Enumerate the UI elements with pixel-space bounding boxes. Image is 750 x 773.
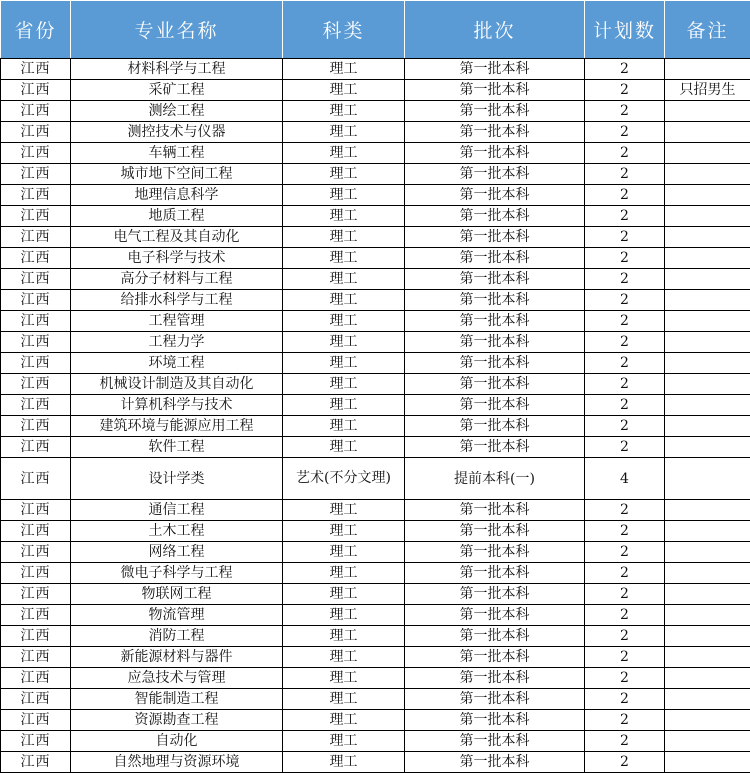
cell-note <box>665 290 750 311</box>
table-row <box>1 731 750 752</box>
cell-batch: 第一批本科 <box>405 500 585 521</box>
cell-plan: 2 <box>585 185 665 206</box>
cell-province: 江西 <box>1 227 71 248</box>
table-row <box>1 563 750 584</box>
cell-note <box>665 710 750 731</box>
cell-category: 理工 <box>283 416 405 437</box>
cell-note <box>665 668 750 689</box>
cell-note <box>665 374 750 395</box>
cell-province: 江西 <box>1 59 71 80</box>
cell-province: 江西 <box>1 626 71 647</box>
table-row <box>1 710 750 731</box>
cell-plan: 2 <box>585 605 665 626</box>
cell-batch: 第一批本科 <box>405 311 585 332</box>
cell-category: 理工 <box>283 143 405 164</box>
table-body <box>1 59 750 773</box>
cell-category: 理工 <box>283 668 405 689</box>
cell-plan: 2 <box>585 164 665 185</box>
cell-province: 江西 <box>1 437 71 458</box>
cell-batch: 第一批本科 <box>405 563 585 584</box>
cell-plan: 2 <box>585 710 665 731</box>
cell-batch: 第一批本科 <box>405 269 585 290</box>
header-note: 备注 <box>665 1 750 59</box>
table-row <box>1 689 750 710</box>
table-row <box>1 185 750 206</box>
cell-province: 江西 <box>1 416 71 437</box>
cell-plan: 2 <box>585 437 665 458</box>
cell-batch: 第一批本科 <box>405 143 585 164</box>
table-header-row <box>1 1 750 59</box>
cell-province: 江西 <box>1 185 71 206</box>
table-row <box>1 374 750 395</box>
table-row <box>1 311 750 332</box>
cell-major: 给排水科学与工程 <box>71 290 283 311</box>
cell-note <box>665 227 750 248</box>
table-row <box>1 353 750 374</box>
cell-batch: 第一批本科 <box>405 668 585 689</box>
cell-note <box>665 500 750 521</box>
cell-plan: 2 <box>585 500 665 521</box>
cell-province: 江西 <box>1 710 71 731</box>
cell-batch: 第一批本科 <box>405 437 585 458</box>
cell-batch: 第一批本科 <box>405 59 585 80</box>
table-row <box>1 122 750 143</box>
cell-batch: 第一批本科 <box>405 353 585 374</box>
cell-major: 设计学类 <box>71 458 283 500</box>
cell-province: 江西 <box>1 542 71 563</box>
cell-note <box>665 101 750 122</box>
cell-major: 采矿工程 <box>71 80 283 101</box>
cell-plan: 2 <box>585 332 665 353</box>
cell-batch: 第一批本科 <box>405 416 585 437</box>
table-row <box>1 626 750 647</box>
cell-category: 理工 <box>283 500 405 521</box>
cell-plan: 2 <box>585 521 665 542</box>
cell-batch: 第一批本科 <box>405 206 585 227</box>
cell-plan: 2 <box>585 101 665 122</box>
cell-batch: 第一批本科 <box>405 164 585 185</box>
cell-note <box>665 143 750 164</box>
cell-note <box>665 185 750 206</box>
cell-note <box>665 626 750 647</box>
header-category: 科类 <box>283 1 405 59</box>
table-row <box>1 500 750 521</box>
cell-major: 高分子材料与工程 <box>71 269 283 290</box>
table-row <box>1 437 750 458</box>
cell-plan: 2 <box>585 248 665 269</box>
cell-category: 理工 <box>283 374 405 395</box>
cell-major: 测控技术与仪器 <box>71 122 283 143</box>
cell-note <box>665 731 750 752</box>
cell-batch: 第一批本科 <box>405 290 585 311</box>
cell-category: 理工 <box>283 584 405 605</box>
cell-note <box>665 689 750 710</box>
cell-major: 通信工程 <box>71 500 283 521</box>
cell-province: 江西 <box>1 101 71 122</box>
cell-major: 新能源材料与器件 <box>71 647 283 668</box>
cell-category: 理工 <box>283 605 405 626</box>
cell-province: 江西 <box>1 164 71 185</box>
cell-major: 建筑环境与能源应用工程 <box>71 416 283 437</box>
cell-category: 理工 <box>283 59 405 80</box>
cell-plan: 2 <box>585 668 665 689</box>
cell-category: 理工 <box>283 185 405 206</box>
cell-major: 土木工程 <box>71 521 283 542</box>
table-row <box>1 206 750 227</box>
cell-major: 地理信息科学 <box>71 185 283 206</box>
cell-major: 城市地下空间工程 <box>71 164 283 185</box>
cell-note <box>665 353 750 374</box>
cell-batch: 第一批本科 <box>405 122 585 143</box>
table-row <box>1 290 750 311</box>
header-province: 省份 <box>1 1 71 59</box>
cell-major: 电子科学与技术 <box>71 248 283 269</box>
cell-plan: 2 <box>585 416 665 437</box>
table-row <box>1 521 750 542</box>
cell-plan: 2 <box>585 311 665 332</box>
cell-category: 理工 <box>283 752 405 773</box>
table-row <box>1 227 750 248</box>
cell-plan: 2 <box>585 227 665 248</box>
cell-note: 只招男生 <box>665 80 750 101</box>
cell-plan: 2 <box>585 143 665 164</box>
table-row <box>1 458 750 500</box>
cell-note <box>665 437 750 458</box>
cell-batch: 第一批本科 <box>405 752 585 773</box>
cell-major: 微电子科学与工程 <box>71 563 283 584</box>
cell-category: 理工 <box>283 227 405 248</box>
cell-province: 江西 <box>1 668 71 689</box>
cell-note <box>665 605 750 626</box>
cell-category: 理工 <box>283 164 405 185</box>
cell-plan: 2 <box>585 542 665 563</box>
cell-batch: 第一批本科 <box>405 521 585 542</box>
cell-batch: 第一批本科 <box>405 605 585 626</box>
cell-major: 工程管理 <box>71 311 283 332</box>
cell-major: 软件工程 <box>71 437 283 458</box>
cell-category: 理工 <box>283 437 405 458</box>
cell-major: 环境工程 <box>71 353 283 374</box>
cell-note <box>665 521 750 542</box>
cell-note <box>665 542 750 563</box>
cell-province: 江西 <box>1 752 71 773</box>
table-row <box>1 269 750 290</box>
cell-province: 江西 <box>1 584 71 605</box>
cell-major: 资源勘查工程 <box>71 710 283 731</box>
cell-major: 消防工程 <box>71 626 283 647</box>
table-row <box>1 752 750 773</box>
cell-note <box>665 458 750 500</box>
cell-major: 自然地理与资源环境 <box>71 752 283 773</box>
cell-province: 江西 <box>1 605 71 626</box>
table-row <box>1 584 750 605</box>
cell-major: 地质工程 <box>71 206 283 227</box>
cell-plan: 2 <box>585 395 665 416</box>
cell-note <box>665 416 750 437</box>
cell-category: 理工 <box>283 521 405 542</box>
cell-province: 江西 <box>1 458 71 500</box>
table-row <box>1 59 750 80</box>
cell-plan: 2 <box>585 269 665 290</box>
cell-plan: 2 <box>585 80 665 101</box>
cell-plan: 2 <box>585 353 665 374</box>
cell-batch: 提前本科(一) <box>405 458 585 500</box>
cell-note <box>665 563 750 584</box>
cell-plan: 2 <box>585 731 665 752</box>
cell-category: 理工 <box>283 626 405 647</box>
cell-province: 江西 <box>1 311 71 332</box>
cell-plan: 4 <box>585 458 665 500</box>
cell-note <box>665 752 750 773</box>
cell-major: 自动化 <box>71 731 283 752</box>
cell-category: 理工 <box>283 248 405 269</box>
cell-plan: 2 <box>585 689 665 710</box>
table-row <box>1 416 750 437</box>
cell-batch: 第一批本科 <box>405 332 585 353</box>
table-row <box>1 143 750 164</box>
cell-province: 江西 <box>1 206 71 227</box>
cell-category: 理工 <box>283 647 405 668</box>
table-row <box>1 80 750 101</box>
cell-province: 江西 <box>1 500 71 521</box>
cell-note <box>665 269 750 290</box>
cell-category: 理工 <box>283 710 405 731</box>
table-row <box>1 542 750 563</box>
cell-plan: 2 <box>585 752 665 773</box>
cell-major: 工程力学 <box>71 332 283 353</box>
cell-category: 理工 <box>283 563 405 584</box>
cell-batch: 第一批本科 <box>405 80 585 101</box>
cell-province: 江西 <box>1 647 71 668</box>
table-row <box>1 395 750 416</box>
cell-province: 江西 <box>1 563 71 584</box>
cell-category: 理工 <box>283 206 405 227</box>
cell-plan: 2 <box>585 59 665 80</box>
table-row <box>1 164 750 185</box>
cell-batch: 第一批本科 <box>405 227 585 248</box>
cell-province: 江西 <box>1 248 71 269</box>
cell-province: 江西 <box>1 689 71 710</box>
cell-plan: 2 <box>585 626 665 647</box>
cell-plan: 2 <box>585 122 665 143</box>
cell-batch: 第一批本科 <box>405 626 585 647</box>
cell-category: 理工 <box>283 395 405 416</box>
cell-province: 江西 <box>1 731 71 752</box>
cell-major: 物联网工程 <box>71 584 283 605</box>
cell-batch: 第一批本科 <box>405 248 585 269</box>
cell-note <box>665 59 750 80</box>
cell-category: 理工 <box>283 80 405 101</box>
cell-major: 电气工程及其自动化 <box>71 227 283 248</box>
cell-major: 车辆工程 <box>71 143 283 164</box>
cell-province: 江西 <box>1 521 71 542</box>
cell-batch: 第一批本科 <box>405 395 585 416</box>
cell-major: 智能制造工程 <box>71 689 283 710</box>
cell-batch: 第一批本科 <box>405 689 585 710</box>
cell-category: 艺术(不分文理) <box>283 458 405 500</box>
header-major: 专业名称 <box>71 1 283 59</box>
cell-province: 江西 <box>1 122 71 143</box>
cell-batch: 第一批本科 <box>405 584 585 605</box>
cell-note <box>665 206 750 227</box>
cell-batch: 第一批本科 <box>405 101 585 122</box>
cell-note <box>665 122 750 143</box>
cell-category: 理工 <box>283 311 405 332</box>
cell-note <box>665 647 750 668</box>
cell-plan: 2 <box>585 563 665 584</box>
cell-province: 江西 <box>1 80 71 101</box>
cell-province: 江西 <box>1 269 71 290</box>
cell-category: 理工 <box>283 689 405 710</box>
cell-province: 江西 <box>1 143 71 164</box>
cell-note <box>665 248 750 269</box>
cell-major: 物流管理 <box>71 605 283 626</box>
cell-province: 江西 <box>1 353 71 374</box>
cell-category: 理工 <box>283 353 405 374</box>
cell-category: 理工 <box>283 290 405 311</box>
cell-batch: 第一批本科 <box>405 374 585 395</box>
cell-province: 江西 <box>1 395 71 416</box>
table-row <box>1 248 750 269</box>
cell-note <box>665 332 750 353</box>
table-row <box>1 647 750 668</box>
header-batch: 批次 <box>405 1 585 59</box>
cell-province: 江西 <box>1 290 71 311</box>
cell-plan: 2 <box>585 647 665 668</box>
header-plan: 计划数 <box>585 1 665 59</box>
table-row <box>1 332 750 353</box>
cell-major: 网络工程 <box>71 542 283 563</box>
cell-batch: 第一批本科 <box>405 647 585 668</box>
cell-category: 理工 <box>283 269 405 290</box>
cell-note <box>665 395 750 416</box>
cell-note <box>665 311 750 332</box>
cell-batch: 第一批本科 <box>405 542 585 563</box>
table-row <box>1 605 750 626</box>
cell-batch: 第一批本科 <box>405 731 585 752</box>
cell-major: 应急技术与管理 <box>71 668 283 689</box>
cell-province: 江西 <box>1 332 71 353</box>
cell-major: 材料科学与工程 <box>71 59 283 80</box>
table-row <box>1 668 750 689</box>
cell-batch: 第一批本科 <box>405 710 585 731</box>
cell-note <box>665 584 750 605</box>
cell-category: 理工 <box>283 731 405 752</box>
cell-plan: 2 <box>585 290 665 311</box>
table-row <box>1 101 750 122</box>
cell-plan: 2 <box>585 584 665 605</box>
cell-major: 计算机科学与技术 <box>71 395 283 416</box>
cell-plan: 2 <box>585 374 665 395</box>
cell-category: 理工 <box>283 122 405 143</box>
cell-major: 测绘工程 <box>71 101 283 122</box>
cell-province: 江西 <box>1 374 71 395</box>
cell-note <box>665 164 750 185</box>
cell-batch: 第一批本科 <box>405 185 585 206</box>
cell-major: 机械设计制造及其自动化 <box>71 374 283 395</box>
cell-category: 理工 <box>283 542 405 563</box>
cell-plan: 2 <box>585 206 665 227</box>
cell-category: 理工 <box>283 101 405 122</box>
cell-category: 理工 <box>283 332 405 353</box>
